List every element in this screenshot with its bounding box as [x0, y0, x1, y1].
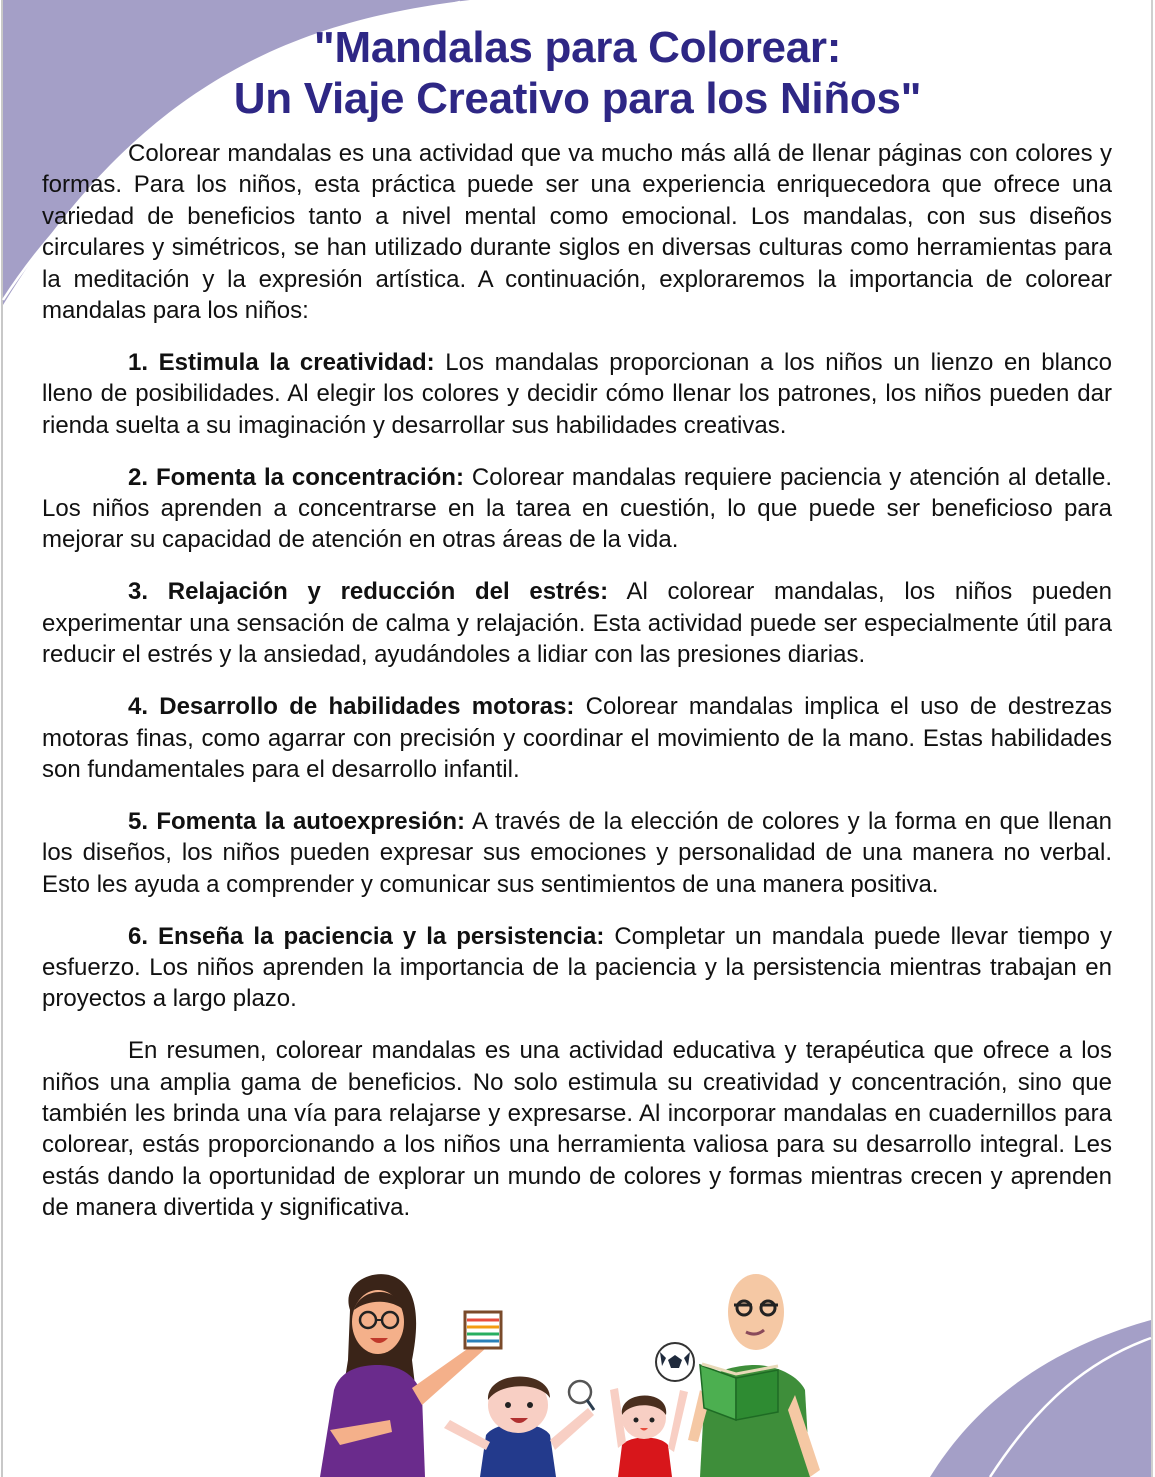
benefit-paragraph	[42, 921, 1112, 1015]
benefit-text: A través de la elección de colores y la forma en que llenan los diseños, los niños pueden expresar sus emociones y personalidad de una manera no verbal. Esto les ayuda a comprender y comunicar sus sentimientos de una manera positiva.	[42, 807, 1113, 898]
family-illustration	[300, 1270, 820, 1477]
benefit-text: Colorear mandalas implica el uso de destrezas motoras finas, como agarrar con precisión y coordinar el movimiento de la mano. Estas habilidades son fundamentales para el desarrollo infantil.	[42, 693, 1112, 783]
benefit-paragraph	[42, 347, 1112, 441]
article-body	[42, 138, 1112, 1244]
benefit-paragraph	[42, 462, 1112, 556]
magnifier-icon	[569, 1381, 594, 1410]
benefit-paragraph	[42, 576, 1112, 670]
benefit-heading: 1. Estimula la creatividad:	[128, 348, 435, 376]
book-icon	[700, 1364, 778, 1420]
swoosh-bottom-right	[930, 1320, 1151, 1477]
abacus-icon	[465, 1312, 501, 1348]
benefit-paragraph	[42, 691, 1112, 785]
conclusion-paragraph: En resumen, colorear mandalas es una actividad educativa y terapéutica que ofrece a los niños una amplia gama de beneficios. No solo estimula su creatividad y concentración, sino que también les brinda una vía para relajarse y expresarse. Al incorporar mandalas en cuadernillos para colorear, estás proporcionando a los niños una herramienta valiosa para su desarrollo integral. Les estás dando la oportunidad de explorar un mundo de colores y formas mientras crecen y aprenden de manera divertida y significativa.	[42, 1037, 1112, 1222]
benefit-heading: 6. Enseña la paciencia y la persistencia:	[128, 922, 605, 950]
benefit-text: Colorear mandalas requiere paciencia y atención al detalle. Los niños aprenden a concentrarse en la tarea en cuestión, lo que puede ser beneficioso para mejorar su capacidad de atención en otras áreas de la vida.	[42, 463, 1112, 554]
benefit-heading: 4. Desarrollo de habilidades motoras:	[128, 693, 575, 721]
intro-paragraph: Colorear mandalas es una actividad que va mucho más allá de llenar páginas con colores y formas. Para los niños, esta práctica puede ser una experiencia enriquecedora que ofrece una variedad de beneficios tanto a nivel mental como emocional. Los mandalas, con sus diseños circulares y simétricos, se han utilizado durante siglos en diversas culturas como herramientas para la meditación y la expresión artística. A continuación, exploraremos la importancia de colorear mandalas para los niños:	[42, 140, 1112, 325]
boy-red-shirt	[610, 1388, 688, 1477]
teacher-figure	[320, 1274, 486, 1477]
benefit-heading: 3. Relajación y reducción del estrés:	[128, 578, 609, 606]
title-line-1: "Mandalas para Colorear:	[313, 23, 842, 72]
benefit-paragraph	[42, 806, 1112, 900]
page-title	[0, 22, 1155, 124]
benefit-text: Los mandalas proporcionan a los niños un lienzo en blanco lleno de posibilidades. Al elegir los colores y decidir cómo llenar los patrones, los niños pueden dar rienda suelta a su imaginación y desarrollar sus habilidades creativas.	[42, 348, 1112, 439]
title-line-2: Un Viaje Creativo para los Niños"	[233, 74, 922, 123]
benefit-text: Completar un mandala puede llevar tiempo y esfuerzo. Los niños aprenden la importancia de la paciencia y la persistencia mientras trabajan en proyectos a largo plazo.	[42, 922, 1113, 1013]
benefit-heading: 5. Fomenta la autoexpresión:	[128, 807, 465, 835]
benefit-heading: 2. Fomenta la concentración:	[128, 463, 464, 491]
benefit-text: Al colorear mandalas, los niños pueden experimentar una sensación de calma y relajación. Esta actividad puede ser especialmente útil para reducir el estrés y la ansiedad, ayudándoles a lidiar con las presiones diarias.	[42, 578, 1112, 669]
soccer-ball-icon	[656, 1343, 694, 1381]
